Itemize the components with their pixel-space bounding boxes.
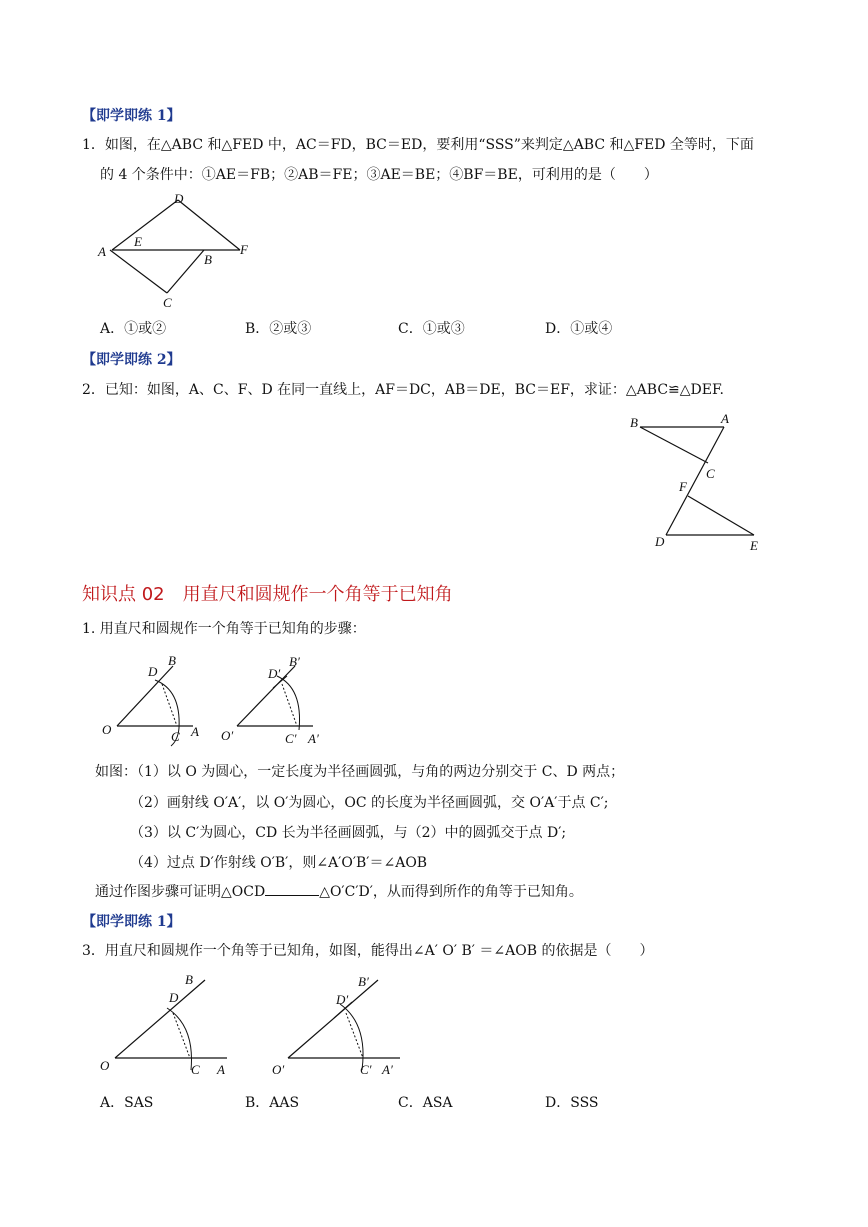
fig-label: C′ (360, 1062, 372, 1077)
q3-option-b[interactable]: B．AAS (245, 1095, 300, 1111)
q3-option-a[interactable]: A．SAS (100, 1095, 154, 1111)
step-3: （3）以 C′为圆心，CD 长为半径画圆弧，与（2）中的圆弧交于点 D′; (130, 825, 567, 841)
fig-label: A′ (308, 731, 319, 746)
practice-tag-2: 【即学即练 2】 (82, 352, 181, 368)
q1-option-d[interactable]: D．①或④ (545, 321, 613, 337)
q3-option-d[interactable]: D．SSS (545, 1095, 599, 1111)
fig-label: B′ (358, 974, 369, 989)
question-3-figure-copy (268, 968, 418, 1083)
construction-figure-copy (215, 648, 340, 748)
fig-label: O (102, 722, 112, 737)
fig-label: E (750, 538, 758, 553)
construction-figure-original (95, 648, 220, 748)
fig-label: C (171, 729, 180, 744)
question-1-line-1: 1．如图，在△ABC 和△FED 中，AC＝FD，BC＝ED，要利用“SSS”来判定△ABC 和△FED 全等时，下面 (82, 137, 754, 153)
fig-label: B (185, 972, 193, 987)
question-1-figure (90, 188, 270, 313)
question-1-line-2: 的 4 个条件中：①AE＝FB；②AB＝FE；③AE＝BE；④BF＝BE，可利用的是（ ） (100, 167, 658, 183)
fig-label: D (148, 664, 158, 679)
fig-label: D′ (268, 666, 281, 681)
question-3-text: 3．用直尺和圆规作一个角等于已知角，如图，能得出∠A′ O′ B′ ＝∠AOB 的依据是（ ） (82, 943, 654, 959)
proof-text-b: △O′C′D′，从而得到所作的角等于已知角。 (319, 884, 583, 900)
fig-label: D (169, 990, 179, 1005)
fig-label: O′ (221, 728, 234, 743)
fig-label: A (217, 1062, 225, 1077)
fig-label: O′ (272, 1062, 285, 1077)
q1-option-a[interactable]: A．①或② (100, 321, 167, 337)
practice-tag-1: 【即学即练 1】 (82, 108, 181, 124)
fig-label: D (655, 534, 665, 549)
fig-label: C (163, 295, 172, 310)
practice-tag-3: 【即学即练 1】 (82, 914, 181, 930)
question-2-text: 2．已知：如图，A、C、F、D 在同一直线上，AF＝DC，AB＝DE，BC＝EF，求证：△ABC≌△DEF. (82, 382, 724, 398)
q1-option-c[interactable]: C．①或③ (398, 321, 465, 337)
step-4: （4）过点 D′作射线 O′B′，则∠A′O′B′＝∠AOB (130, 855, 428, 871)
step-1: 如图：（1）以 O 为圆心，一定长度为半径画圆弧，与角的两边分别交于 C、D 两点； (95, 764, 625, 780)
fig-label: B (630, 415, 638, 430)
fig-label: O (100, 1058, 110, 1073)
q1-option-b[interactable]: B．②或③ (245, 321, 312, 337)
fig-label: C′ (285, 731, 297, 746)
q3-option-c[interactable]: C．ASA (398, 1095, 453, 1111)
fig-label: F (679, 479, 687, 494)
fig-label: B (168, 653, 176, 668)
question-2-figure (620, 405, 770, 555)
fig-label: A (721, 411, 729, 426)
step-2: （2）画射线 O′A′，以 O′为圆心，OC 的长度为半径画圆弧，交 O′A′于点 C′; (130, 795, 609, 811)
fig-label: C (706, 466, 715, 481)
fig-label: D (174, 191, 184, 206)
proof-statement (95, 881, 583, 901)
fig-label: A′ (382, 1062, 393, 1077)
question-3-figure-original (95, 968, 245, 1083)
fig-label: C (191, 1062, 200, 1077)
steps-intro: 1. 用直尺和圆规作一个角等于已知角的步骤： (82, 621, 366, 637)
section-title: 知识点 02 用直尺和圆规作一个角等于已知角 (82, 584, 453, 605)
fig-label: E (134, 234, 142, 249)
fig-label: B (204, 252, 212, 267)
fig-label: A (191, 724, 199, 739)
fig-label: B′ (289, 654, 300, 669)
fig-label: A (98, 244, 106, 259)
fig-label: F (240, 242, 248, 257)
fig-label: D′ (336, 992, 349, 1007)
fill-in-blank[interactable] (265, 881, 319, 896)
proof-text-a: 通过作图步骤可证明△OCD (95, 884, 266, 900)
